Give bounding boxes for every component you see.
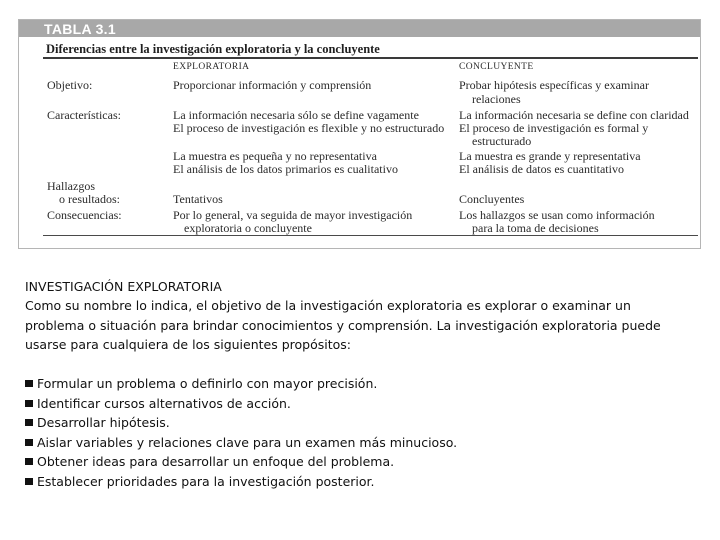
characteristics-conclusive-5: El análisis de datos es cuantitativo [459,162,624,176]
bullet-text: Desarrollar hipótesis. [37,415,170,430]
findings-exploratory: Tentativos [173,192,223,206]
characteristics-conclusive-1: La información necesaria se define con claridad [459,108,689,122]
bullet-item [25,374,377,394]
section-heading: INVESTIGACIÓN EXPLORATORIA [25,279,222,294]
characteristics-conclusive-3: estructurado [472,134,532,148]
paragraph-line: problema o situación para brindar conocimientos y comprensión. La investigación exploratoria puede [25,318,661,333]
column-header-exploratory: EXPLORATORIA [173,62,250,72]
characteristics-conclusive-2: El proceso de investigación es formal y [459,121,649,135]
paragraph-line: Como su nombre lo indica, el objetivo de la investigación exploratoria es explorar o examinar un [25,298,631,313]
square-bullet-icon [25,439,33,446]
consequences-conclusive-2: para la toma de decisiones [472,221,599,235]
square-bullet-icon [25,419,33,426]
table-subtitle: Diferencias entre la investigación exploratoria y la concluyente [46,42,380,56]
bullet-text: Obtener ideas para desarrollar un enfoque del problema. [37,454,395,469]
objective-conclusive-line2: relaciones [472,92,521,106]
square-bullet-icon [25,400,33,407]
bullet-item [25,433,457,453]
square-bullet-icon [25,458,33,465]
consequences-conclusive-1: Los hallazgos se usan como información [459,208,655,222]
table-figure [18,19,701,249]
table-top-rule [43,57,698,59]
row-label-findings-line1: Hallazgos [47,179,95,193]
objective-conclusive-line1: Probar hipótesis específicas y examinar [459,78,649,92]
characteristics-conclusive-4: La muestra es grande y representativa [459,149,641,163]
square-bullet-icon [25,380,33,387]
characteristics-exploratory-1: La información necesaria sólo se define vagamente [173,108,419,122]
consequences-exploratory-1: Por lo general, va seguida de mayor investigación [173,208,413,222]
row-label-objective: Objetivo: [47,78,93,92]
table-bottom-rule [43,235,698,236]
row-label-consequences: Consecuencias: [47,208,122,222]
findings-conclusive: Concluyentes [459,192,525,206]
characteristics-exploratory-4: El análisis de los datos primarios es cualitativo [173,162,398,176]
bullet-text: Establecer prioridades para la investigación posterior. [37,474,375,489]
table-header-bar [19,20,700,37]
characteristics-exploratory-2: El proceso de investigación es flexible y no estructurado [173,121,445,135]
objective-exploratory: Proporcionar información y comprensión [173,78,372,92]
bullet-item [25,413,170,433]
square-bullet-icon [25,478,33,485]
bullet-text: Identificar cursos alternativos de acción. [37,396,291,411]
bullet-item [25,472,375,492]
row-label-characteristics: Características: [47,108,121,122]
bullet-item [25,452,394,472]
row-label-findings-line2: o resultados: [59,192,120,206]
characteristics-exploratory-3: La muestra es pequeña y no representativa [173,149,377,163]
bullet-text: Formular un problema o definirlo con mayor precisión. [37,376,378,391]
table-label: TABLA 3.1 [44,21,116,37]
bullet-item [25,394,291,414]
column-header-conclusive: CONCLUYENTE [459,62,534,72]
paragraph-line: usarse para cualquiera de los siguientes propósitos: [25,337,351,352]
consequences-exploratory-2: exploratoria o concluyente [184,221,312,235]
bullet-text: Aislar variables y relaciones clave para un examen más minucioso. [37,435,458,450]
